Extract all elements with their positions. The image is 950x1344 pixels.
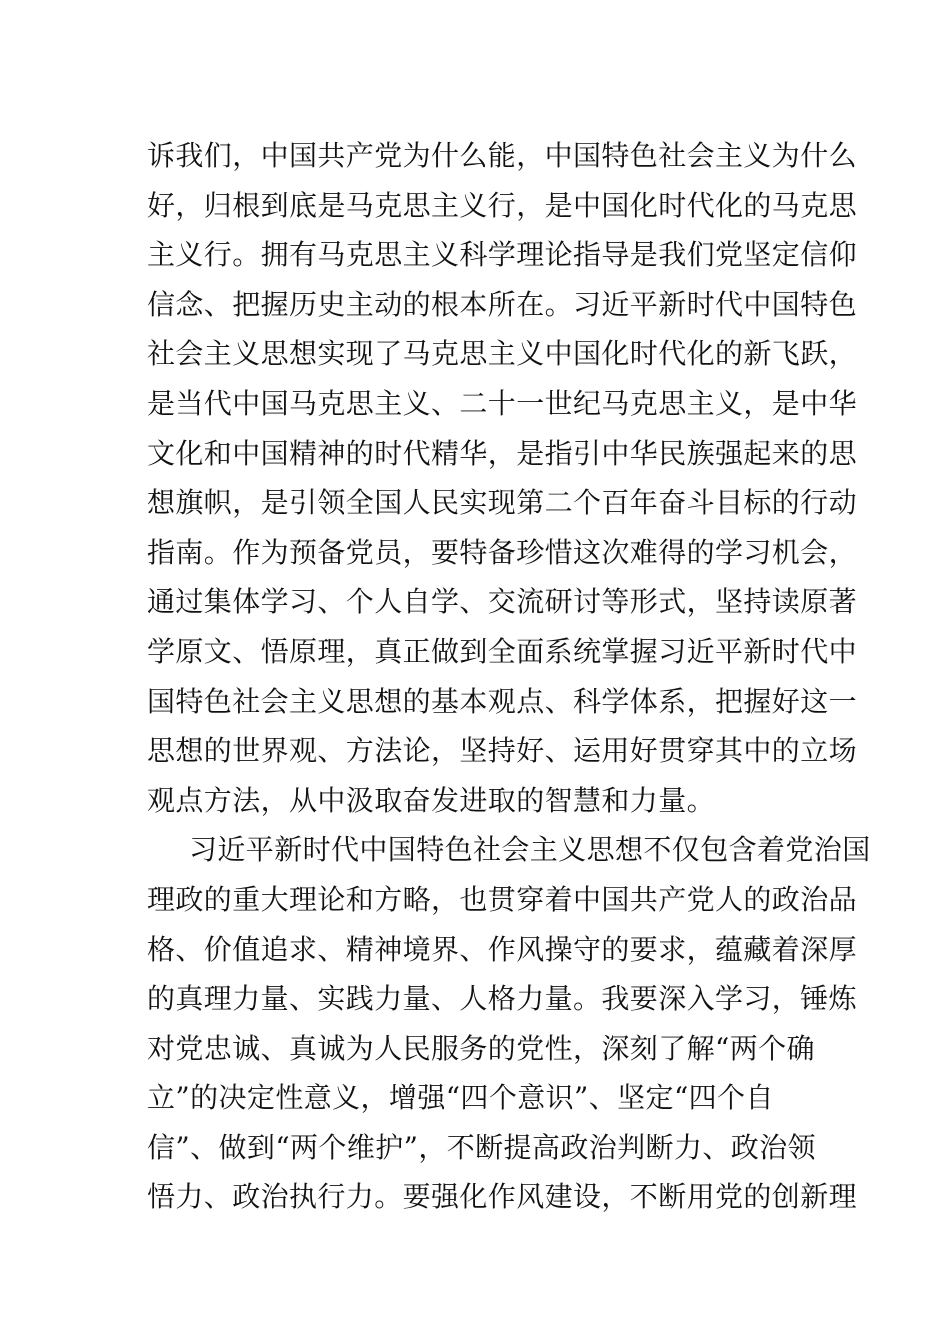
text-line: 的真理力量、实践力量、人格力量。我要深入学习，锤炼 xyxy=(147,982,858,1016)
text-line: 悟力、政治执行力。要强化作风建设，不断用党的创新理 xyxy=(147,1180,858,1214)
text-line: 学原文、悟原理，真正做到全面系统掌握习近平新时代中 xyxy=(147,634,858,668)
paragraph xyxy=(147,825,871,1222)
text-line: 好，归根到底是马克思主义行，是中国化时代化的马克思 xyxy=(147,188,858,222)
document-body xyxy=(147,131,871,1222)
text-line: 是当代中国马克思主义、二十一世纪马克思主义，是中华 xyxy=(147,386,858,420)
text-line: 国特色社会主义思想的基本观点、科学体系，把握好这一 xyxy=(147,684,858,718)
text-line: 想旗帜，是引领全国人民实现第二个百年奋斗目标的行动 xyxy=(147,486,858,520)
text-line: 指南。作为预备党员，要特备珍惜这次难得的学习机会， xyxy=(147,535,858,569)
text-line: 观点方法，从中汲取奋发进取的智慧和力量。 xyxy=(147,783,716,817)
text-line: 格、价值追求、精神境界、作风操守的要求，蕴藏着深厚 xyxy=(147,932,858,966)
text-line: 信”、做到“两个维护”，不断提高政治判断力、政治领 xyxy=(147,1130,816,1164)
paragraph xyxy=(147,131,858,825)
text-line: 思想的世界观、方法论，坚持好、运用好贯穿其中的立场 xyxy=(147,734,858,768)
text-line: 对党忠诚、真诚为人民服务的党性，深刻了解“两个确 xyxy=(147,1031,815,1065)
text-line: 诉我们，中国共产党为什么能，中国特色社会主义为什么 xyxy=(147,139,858,172)
text-line: 习近平新时代中国特色社会主义思想不仅包含着党治国 xyxy=(189,833,871,867)
text-line: 文化和中国精神的时代精华，是指引中华民族强起来的思 xyxy=(147,436,858,470)
text-line: 信念、把握历史主动的根本所在。习近平新时代中国特色 xyxy=(147,287,858,321)
text-line: 主义行。拥有马克思主义科学理论指导是我们党坚定信仰 xyxy=(147,238,858,272)
text-line: 社会主义思想实现了马克思主义中国化时代化的新飞跃， xyxy=(147,337,858,371)
text-line: 理政的重大理论和方略，也贯穿着中国共产党人的政治品 xyxy=(147,882,858,916)
text-line: 通过集体学习、个人自学、交流研讨等形式，坚持读原著 xyxy=(147,585,858,619)
text-line: 立”的决定性意义，增强“四个意识”、坚定“四个自 xyxy=(147,1081,774,1115)
